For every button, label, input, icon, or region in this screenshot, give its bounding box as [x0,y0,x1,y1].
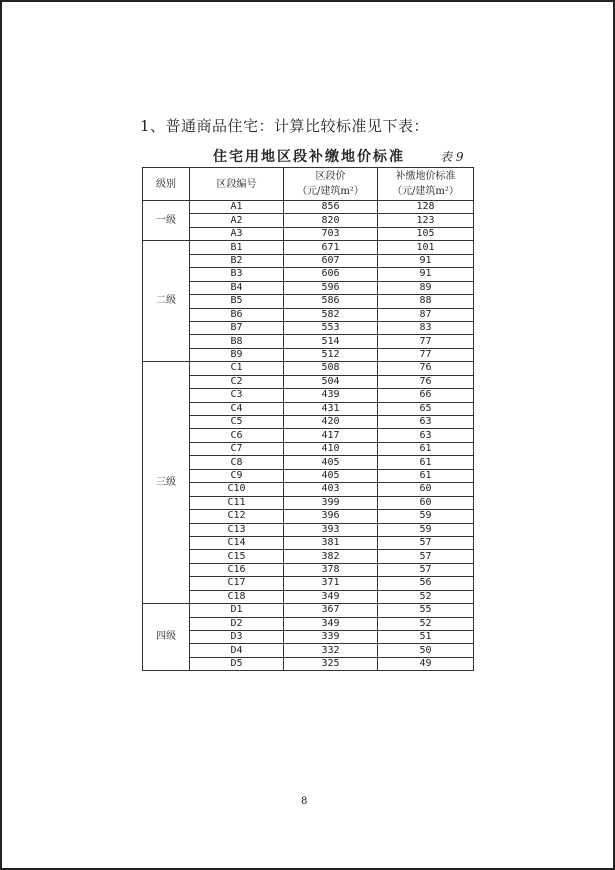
standard-cell: 63 [378,429,474,442]
price-cell: 439 [284,389,378,402]
standard-cell: 91 [378,254,474,267]
price-cell: 553 [284,321,378,334]
header-code: 区段编号 [190,168,284,201]
table-row [143,523,474,536]
table-row [143,308,474,321]
standard-cell: 56 [378,577,474,590]
code-cell: C2 [190,375,284,388]
table-row [143,348,474,361]
code-cell: D5 [190,657,284,670]
code-cell: C14 [190,536,284,549]
header-standard [378,168,474,201]
code-cell: D2 [190,617,284,630]
standard-cell: 50 [378,644,474,657]
table-row [143,214,474,227]
level-cell: 二级 [143,241,190,362]
price-cell: 349 [284,590,378,603]
code-cell: D4 [190,644,284,657]
standard-cell: 52 [378,617,474,630]
table-title: 住宅用地区段补缴地价标准 [213,149,405,165]
header-price-line2: （元/建筑m²） [297,186,364,197]
code-cell: A3 [190,227,284,240]
price-cell: 399 [284,496,378,509]
table-row [143,631,474,644]
code-cell: C8 [190,456,284,469]
table-body [143,201,474,671]
standard-cell: 57 [378,550,474,563]
price-cell: 325 [284,657,378,670]
table-row [143,550,474,563]
code-cell: C7 [190,442,284,455]
table-row [143,577,474,590]
header-level: 级别 [143,168,190,201]
price-cell: 856 [284,201,378,214]
standard-cell: 63 [378,416,474,429]
standard-cell: 49 [378,657,474,670]
price-cell: 431 [284,402,378,415]
table-row [143,268,474,281]
code-cell: B2 [190,254,284,267]
table-row [143,510,474,523]
standard-cell: 77 [378,348,474,361]
code-cell: B8 [190,335,284,348]
table-row [143,496,474,509]
price-cell: 582 [284,308,378,321]
code-cell: C6 [190,429,284,442]
table-row [143,201,474,214]
price-cell: 671 [284,241,378,254]
standard-cell: 123 [378,214,474,227]
table-row [143,295,474,308]
code-cell: B9 [190,348,284,361]
table-row [143,644,474,657]
price-cell: 596 [284,281,378,294]
header-standard-line2: （元/建筑m²） [392,186,459,197]
code-cell: B7 [190,321,284,334]
level-cell: 四级 [143,604,190,671]
code-cell: A2 [190,214,284,227]
table-row [143,563,474,576]
code-cell: C18 [190,590,284,603]
table-row [143,469,474,482]
standard-cell: 66 [378,389,474,402]
standard-cell: 60 [378,496,474,509]
standard-cell: 91 [378,268,474,281]
table-row [143,657,474,670]
standard-cell: 88 [378,295,474,308]
price-cell: 417 [284,429,378,442]
standard-cell: 55 [378,604,474,617]
price-cell: 393 [284,523,378,536]
table-row [143,604,474,617]
price-cell: 339 [284,631,378,644]
table-row [143,617,474,630]
code-cell: C4 [190,402,284,415]
table-row [143,335,474,348]
price-cell: 405 [284,469,378,482]
code-cell: D3 [190,631,284,644]
price-cell: 820 [284,214,378,227]
code-cell: C3 [190,389,284,402]
table-row [143,590,474,603]
standard-cell: 57 [378,536,474,549]
table-row [143,241,474,254]
code-cell: C17 [190,577,284,590]
standard-cell: 51 [378,631,474,644]
table-header-row [143,168,474,201]
standard-cell: 128 [378,201,474,214]
code-cell: A1 [190,201,284,214]
code-cell: C11 [190,496,284,509]
standard-cell: 59 [378,510,474,523]
table-row [143,362,474,375]
table-number: 表 9 [440,150,464,164]
price-cell: 514 [284,335,378,348]
code-cell: D1 [190,604,284,617]
level-cell: 三级 [143,362,190,604]
standard-cell: 65 [378,402,474,415]
price-cell: 607 [284,254,378,267]
standard-cell: 89 [378,281,474,294]
code-cell: C10 [190,483,284,496]
price-cell: 703 [284,227,378,240]
code-cell: B4 [190,281,284,294]
code-cell: B3 [190,268,284,281]
intro-text: 1、普通商品住宅：计算比较标准见下表： [140,117,430,135]
table-row [143,442,474,455]
code-cell: C16 [190,563,284,576]
code-cell: B6 [190,308,284,321]
standard-cell: 87 [378,308,474,321]
price-cell: 371 [284,577,378,590]
standard-cell: 59 [378,523,474,536]
standard-cell: 61 [378,456,474,469]
table-row [143,227,474,240]
table-row [143,536,474,549]
standard-cell: 52 [378,590,474,603]
table-row [143,281,474,294]
table-row [143,389,474,402]
table-row [143,321,474,334]
price-cell: 410 [284,442,378,455]
price-cell: 382 [284,550,378,563]
code-cell: C15 [190,550,284,563]
header-price-line1: 区段价 [315,171,346,182]
standard-cell: 61 [378,442,474,455]
standard-cell: 105 [378,227,474,240]
level-cell: 一级 [143,201,190,241]
price-cell: 381 [284,536,378,549]
header-price [284,168,378,201]
standard-cell: 61 [378,469,474,482]
standard-cell: 77 [378,335,474,348]
table-row [143,483,474,496]
code-cell: C1 [190,362,284,375]
price-cell: 405 [284,456,378,469]
code-cell: B1 [190,241,284,254]
table-row [143,456,474,469]
price-cell: 396 [284,510,378,523]
header-standard-line1: 补缴地价标准 [395,171,456,182]
table-row [143,429,474,442]
standard-cell: 101 [378,241,474,254]
price-cell: 508 [284,362,378,375]
price-cell: 332 [284,644,378,657]
price-cell: 367 [284,604,378,617]
standard-cell: 76 [378,375,474,388]
price-cell: 512 [284,348,378,361]
standard-cell: 83 [378,321,474,334]
price-cell: 606 [284,268,378,281]
price-cell: 403 [284,483,378,496]
standard-cell: 76 [378,362,474,375]
price-cell: 504 [284,375,378,388]
standard-cell: 57 [378,563,474,576]
code-cell: B5 [190,295,284,308]
table-row [143,402,474,415]
table-row [143,254,474,267]
code-cell: C13 [190,523,284,536]
code-cell: C9 [190,469,284,482]
table-row [143,375,474,388]
price-cell: 586 [284,295,378,308]
table-row [143,416,474,429]
standard-cell: 60 [378,483,474,496]
price-cell: 349 [284,617,378,630]
code-cell: C12 [190,510,284,523]
price-cell: 378 [284,563,378,576]
price-cell: 420 [284,416,378,429]
code-cell: C5 [190,416,284,429]
page-number: 8 [301,796,308,807]
land-price-table [142,167,474,671]
